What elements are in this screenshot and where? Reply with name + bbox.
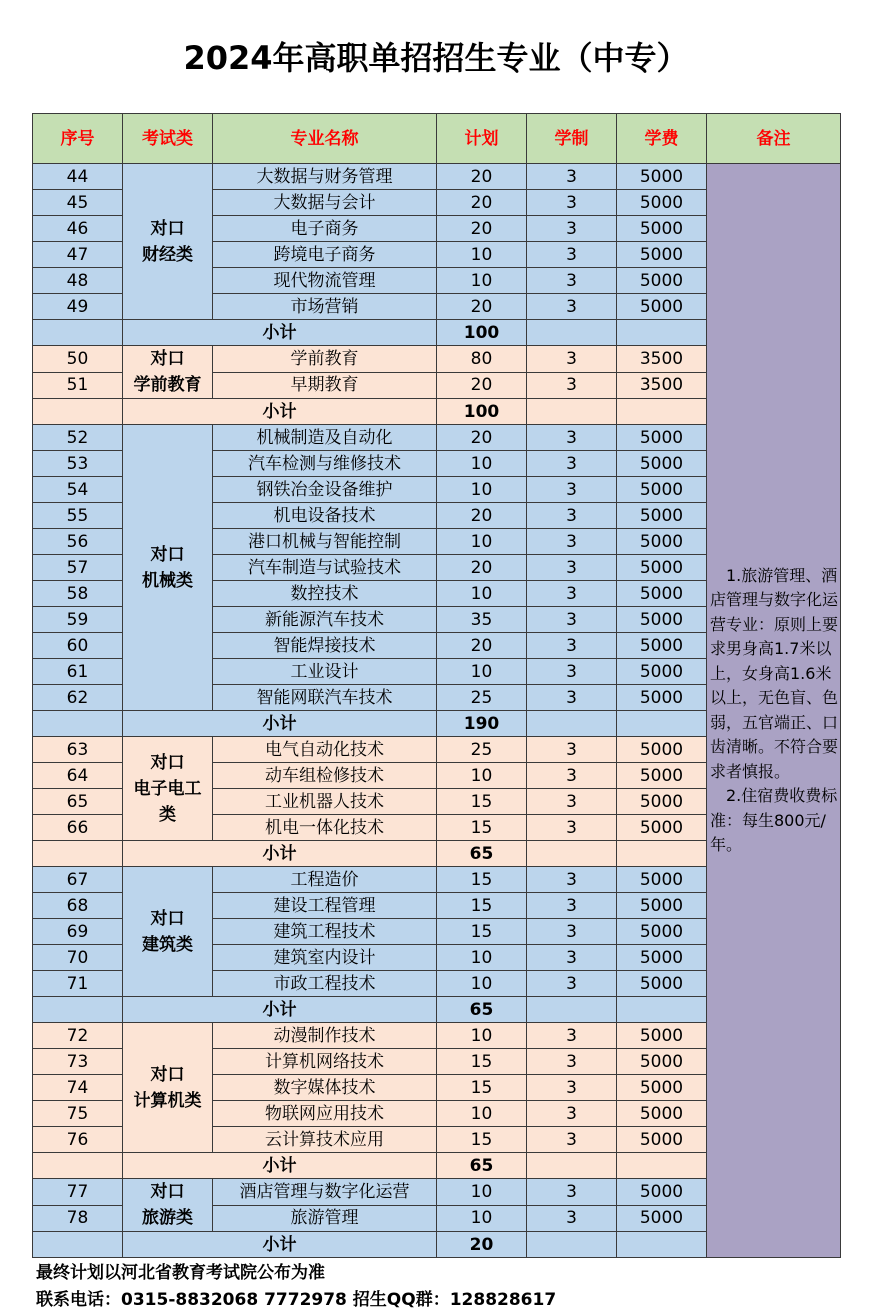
plan-count: 35 [437, 607, 527, 633]
study-years: 3 [527, 789, 617, 815]
tuition-fee: 5000 [617, 529, 707, 555]
tuition-fee: 5000 [617, 425, 707, 451]
plan-count: 20 [437, 372, 527, 399]
plan-count: 15 [437, 789, 527, 815]
tuition-fee: 5000 [617, 737, 707, 763]
plan-count: 20 [437, 294, 527, 320]
major-name: 跨境电子商务 [213, 242, 437, 268]
exam-category-line: 对口 [150, 544, 185, 565]
plan-count: 25 [437, 737, 527, 763]
col-plan-header: 计划 [437, 114, 527, 164]
tuition-fee: 5000 [617, 164, 707, 190]
row-index: 46 [33, 216, 123, 242]
study-years: 3 [527, 919, 617, 945]
plan-count: 10 [437, 1101, 527, 1127]
study-years: 3 [527, 1023, 617, 1049]
subtotal-value: 65 [437, 1153, 527, 1179]
major-name: 现代物流管理 [213, 268, 437, 294]
row-index: 52 [33, 425, 123, 451]
exam-category [123, 737, 213, 841]
major-name: 市场营销 [213, 294, 437, 320]
exam-category [123, 1023, 213, 1153]
row-index: 67 [33, 867, 123, 893]
study-years: 3 [527, 503, 617, 529]
tuition-fee: 5000 [617, 1023, 707, 1049]
tuition-fee: 3500 [617, 346, 707, 373]
tuition-fee: 5000 [617, 815, 707, 841]
tuition-fee: 3500 [617, 372, 707, 399]
row-index: 57 [33, 555, 123, 581]
subtotal-label: 小计 [123, 399, 437, 425]
tuition-fee: 5000 [617, 685, 707, 711]
exam-category-line: 对口 [150, 218, 185, 239]
col-index-header: 序号 [33, 114, 123, 164]
tuition-fee: 5000 [617, 1205, 707, 1232]
study-years: 3 [527, 346, 617, 373]
row-index: 64 [33, 763, 123, 789]
row-index: 44 [33, 164, 123, 190]
tuition-fee: 5000 [617, 607, 707, 633]
study-years: 3 [527, 555, 617, 581]
plan-count: 10 [437, 268, 527, 294]
tuition-fee: 5000 [617, 1049, 707, 1075]
row-index: 54 [33, 477, 123, 503]
footer-notice: 最终计划以河北省教育考试院公布为准 [36, 1263, 325, 1283]
exam-category-line: 对口 [150, 908, 185, 929]
plan-count: 15 [437, 1075, 527, 1101]
row-index: 59 [33, 607, 123, 633]
study-years: 3 [527, 867, 617, 893]
col-exam-category-header: 考试类 [123, 114, 213, 164]
major-name: 电子商务 [213, 216, 437, 242]
major-name: 数字媒体技术 [213, 1075, 437, 1101]
row-index: 51 [33, 372, 123, 399]
study-years: 3 [527, 1127, 617, 1153]
plan-count: 10 [437, 659, 527, 685]
tuition-fee: 5000 [617, 581, 707, 607]
subtotal-empty [617, 841, 707, 867]
exam-category-line: 机械类 [142, 570, 193, 591]
major-name: 学前教育 [213, 346, 437, 373]
subtotal-empty [527, 1153, 617, 1179]
remarks-paragraph: 1.旅游管理、酒店管理与数字化运营专业：原则上要求男身高1.7米以上，女身高1.6米以上，无色盲、色弱，五官端正、口齿清晰。不符合要求者慎报。 [710, 565, 839, 781]
row-index: 62 [33, 685, 123, 711]
plan-count: 20 [437, 216, 527, 242]
subtotal-value: 100 [437, 320, 527, 346]
study-years: 3 [527, 268, 617, 294]
tuition-fee: 5000 [617, 867, 707, 893]
study-years: 3 [527, 1049, 617, 1075]
major-name: 电气自动化技术 [213, 737, 437, 763]
row-index: 58 [33, 581, 123, 607]
plan-count: 20 [437, 503, 527, 529]
row-index: 56 [33, 529, 123, 555]
major-name: 动车组检修技术 [213, 763, 437, 789]
row-index: 47 [33, 242, 123, 268]
study-years: 3 [527, 893, 617, 919]
plan-count: 10 [437, 529, 527, 555]
subtotal-value: 190 [437, 711, 527, 737]
tuition-fee: 5000 [617, 451, 707, 477]
study-years: 3 [527, 1075, 617, 1101]
subtotal-label: 小计 [123, 997, 437, 1023]
study-years: 3 [527, 372, 617, 399]
plan-count: 10 [437, 971, 527, 997]
subtotal-label: 小计 [123, 320, 437, 346]
study-years: 3 [527, 1179, 617, 1206]
major-name: 大数据与会计 [213, 190, 437, 216]
tuition-fee: 5000 [617, 1127, 707, 1153]
tuition-fee: 5000 [617, 1179, 707, 1206]
subtotal-value: 65 [437, 841, 527, 867]
study-years: 3 [527, 763, 617, 789]
plan-count: 15 [437, 893, 527, 919]
exam-category-line: 对口 [150, 1182, 185, 1202]
subtotal-empty [527, 1232, 617, 1258]
plan-count: 15 [437, 1127, 527, 1153]
subtotal-value: 20 [437, 1232, 527, 1258]
plan-count: 15 [437, 815, 527, 841]
exam-category [123, 1179, 213, 1232]
study-years: 3 [527, 1101, 617, 1127]
tuition-fee: 5000 [617, 659, 707, 685]
subtotal-empty [617, 1153, 707, 1179]
subtotal-empty [527, 841, 617, 867]
major-name: 机电一体化技术 [213, 815, 437, 841]
subtotal-empty [33, 399, 123, 425]
row-index: 53 [33, 451, 123, 477]
plan-count: 10 [437, 581, 527, 607]
plan-count: 20 [437, 164, 527, 190]
major-name: 智能网联汽车技术 [213, 685, 437, 711]
row-index: 55 [33, 503, 123, 529]
subtotal-empty [33, 841, 123, 867]
plan-count: 20 [437, 425, 527, 451]
exam-category-line: 对口 [150, 1064, 185, 1085]
col-major-name-header: 专业名称 [213, 114, 437, 164]
exam-category-line: 对口 [150, 752, 185, 773]
major-name: 大数据与财务管理 [213, 164, 437, 190]
subtotal-empty [617, 399, 707, 425]
row-index: 78 [33, 1205, 123, 1232]
major-name: 建筑室内设计 [213, 945, 437, 971]
row-index: 74 [33, 1075, 123, 1101]
plan-count: 15 [437, 919, 527, 945]
exam-category [123, 867, 213, 997]
major-name: 汽车检测与维修技术 [213, 451, 437, 477]
major-name: 动漫制作技术 [213, 1023, 437, 1049]
row-index: 61 [33, 659, 123, 685]
tuition-fee: 5000 [617, 893, 707, 919]
tuition-fee: 5000 [617, 1075, 707, 1101]
subtotal-empty [33, 1232, 123, 1258]
plan-count: 20 [437, 555, 527, 581]
study-years: 3 [527, 685, 617, 711]
row-index: 48 [33, 268, 123, 294]
study-years: 3 [527, 971, 617, 997]
row-index: 76 [33, 1127, 123, 1153]
row-index: 73 [33, 1049, 123, 1075]
subtotal-label: 小计 [123, 1232, 437, 1258]
subtotal-empty [527, 997, 617, 1023]
major-name: 工业机器人技术 [213, 789, 437, 815]
remarks-note [707, 164, 841, 1258]
exam-category [123, 164, 213, 320]
row-index: 75 [33, 1101, 123, 1127]
row-index: 45 [33, 190, 123, 216]
row-index: 65 [33, 789, 123, 815]
plan-count: 10 [437, 1179, 527, 1206]
study-years: 3 [527, 737, 617, 763]
study-years: 3 [527, 633, 617, 659]
plan-count: 80 [437, 346, 527, 373]
subtotal-empty [617, 320, 707, 346]
tuition-fee: 5000 [617, 294, 707, 320]
row-index: 60 [33, 633, 123, 659]
footer-contact: 联系电话：0315-8832068 7772978 招生QQ群：128828617 [36, 1290, 557, 1310]
tuition-fee: 5000 [617, 945, 707, 971]
subtotal-value: 100 [437, 399, 527, 425]
study-years: 3 [527, 581, 617, 607]
row-index: 63 [33, 737, 123, 763]
row-index: 68 [33, 893, 123, 919]
subtotal-empty [527, 320, 617, 346]
plan-count: 10 [437, 763, 527, 789]
row-index: 66 [33, 815, 123, 841]
subtotal-label: 小计 [123, 1153, 437, 1179]
row-index: 70 [33, 945, 123, 971]
subtotal-empty [617, 1232, 707, 1258]
subtotal-empty [617, 711, 707, 737]
tuition-fee: 5000 [617, 268, 707, 294]
exam-category-line: 财经类 [142, 244, 193, 265]
col-tuition-header: 学费 [617, 114, 707, 164]
study-years: 3 [527, 425, 617, 451]
major-name: 机电设备技术 [213, 503, 437, 529]
tuition-fee: 5000 [617, 555, 707, 581]
row-index: 72 [33, 1023, 123, 1049]
tuition-fee: 5000 [617, 216, 707, 242]
subtotal-empty [33, 320, 123, 346]
enrollment-table [32, 113, 841, 1258]
row-index: 71 [33, 971, 123, 997]
plan-count: 10 [437, 1023, 527, 1049]
plan-count: 10 [437, 1205, 527, 1232]
study-years: 3 [527, 607, 617, 633]
major-name: 钢铁冶金设备维护 [213, 477, 437, 503]
plan-count: 20 [437, 190, 527, 216]
study-years: 3 [527, 659, 617, 685]
plan-count: 10 [437, 242, 527, 268]
subtotal-label: 小计 [123, 711, 437, 737]
plan-count: 10 [437, 451, 527, 477]
subtotal-empty [33, 997, 123, 1023]
exam-category-line: 学前教育 [133, 375, 202, 395]
study-years: 3 [527, 451, 617, 477]
tuition-fee: 5000 [617, 919, 707, 945]
major-name: 港口机械与智能控制 [213, 529, 437, 555]
plan-count: 10 [437, 477, 527, 503]
major-name: 数控技术 [213, 581, 437, 607]
study-years: 3 [527, 477, 617, 503]
subtotal-label: 小计 [123, 841, 437, 867]
tuition-fee: 5000 [617, 503, 707, 529]
major-name: 早期教育 [213, 372, 437, 399]
study-years: 3 [527, 164, 617, 190]
study-years: 3 [527, 190, 617, 216]
study-years: 3 [527, 815, 617, 841]
remarks-paragraph: 2.住宿费收费标准：每生800元/年。 [710, 786, 838, 854]
subtotal-empty [617, 997, 707, 1023]
subtotal-empty [33, 1153, 123, 1179]
tuition-fee: 5000 [617, 477, 707, 503]
plan-count: 15 [437, 867, 527, 893]
subtotal-empty [527, 399, 617, 425]
exam-category [123, 425, 213, 711]
exam-category-line: 计算机类 [133, 1090, 202, 1111]
exam-category-line: 旅游类 [142, 1208, 193, 1228]
tuition-fee: 5000 [617, 789, 707, 815]
col-remarks-header: 备注 [707, 114, 841, 164]
tuition-fee: 5000 [617, 242, 707, 268]
tuition-fee: 5000 [617, 763, 707, 789]
row-index: 50 [33, 346, 123, 373]
tuition-fee: 5000 [617, 971, 707, 997]
table-row [33, 164, 841, 190]
subtotal-empty [527, 711, 617, 737]
plan-count: 25 [437, 685, 527, 711]
exam-category-line: 对口 [150, 349, 185, 369]
subtotal-value: 65 [437, 997, 527, 1023]
study-years: 3 [527, 945, 617, 971]
plan-count: 20 [437, 633, 527, 659]
col-duration-header: 学制 [527, 114, 617, 164]
major-name: 建筑工程技术 [213, 919, 437, 945]
plan-count: 15 [437, 1049, 527, 1075]
study-years: 3 [527, 294, 617, 320]
major-name: 计算机网络技术 [213, 1049, 437, 1075]
exam-category-line: 电子电工 [133, 778, 202, 799]
exam-category-line: 建筑类 [142, 934, 193, 955]
major-name: 旅游管理 [213, 1205, 437, 1232]
row-index: 69 [33, 919, 123, 945]
major-name: 机械制造及自动化 [213, 425, 437, 451]
study-years: 3 [527, 529, 617, 555]
major-name: 市政工程技术 [213, 971, 437, 997]
major-name: 建设工程管理 [213, 893, 437, 919]
major-name: 新能源汽车技术 [213, 607, 437, 633]
major-name: 酒店管理与数字化运营 [213, 1179, 437, 1206]
major-name: 工程造价 [213, 867, 437, 893]
page-title: 2024年高职单招招生专业（中专） [183, 39, 689, 77]
row-index: 49 [33, 294, 123, 320]
major-name: 工业设计 [213, 659, 437, 685]
study-years: 3 [527, 216, 617, 242]
major-name: 智能焊接技术 [213, 633, 437, 659]
tuition-fee: 5000 [617, 633, 707, 659]
major-name: 汽车制造与试验技术 [213, 555, 437, 581]
study-years: 3 [527, 1205, 617, 1232]
row-index: 77 [33, 1179, 123, 1206]
exam-category-line: 类 [159, 804, 176, 825]
table-header-row [33, 114, 841, 164]
plan-count: 10 [437, 945, 527, 971]
major-name: 物联网应用技术 [213, 1101, 437, 1127]
major-name: 云计算技术应用 [213, 1127, 437, 1153]
tuition-fee: 5000 [617, 190, 707, 216]
tuition-fee: 5000 [617, 1101, 707, 1127]
subtotal-empty [33, 711, 123, 737]
study-years: 3 [527, 242, 617, 268]
exam-category [123, 346, 213, 399]
